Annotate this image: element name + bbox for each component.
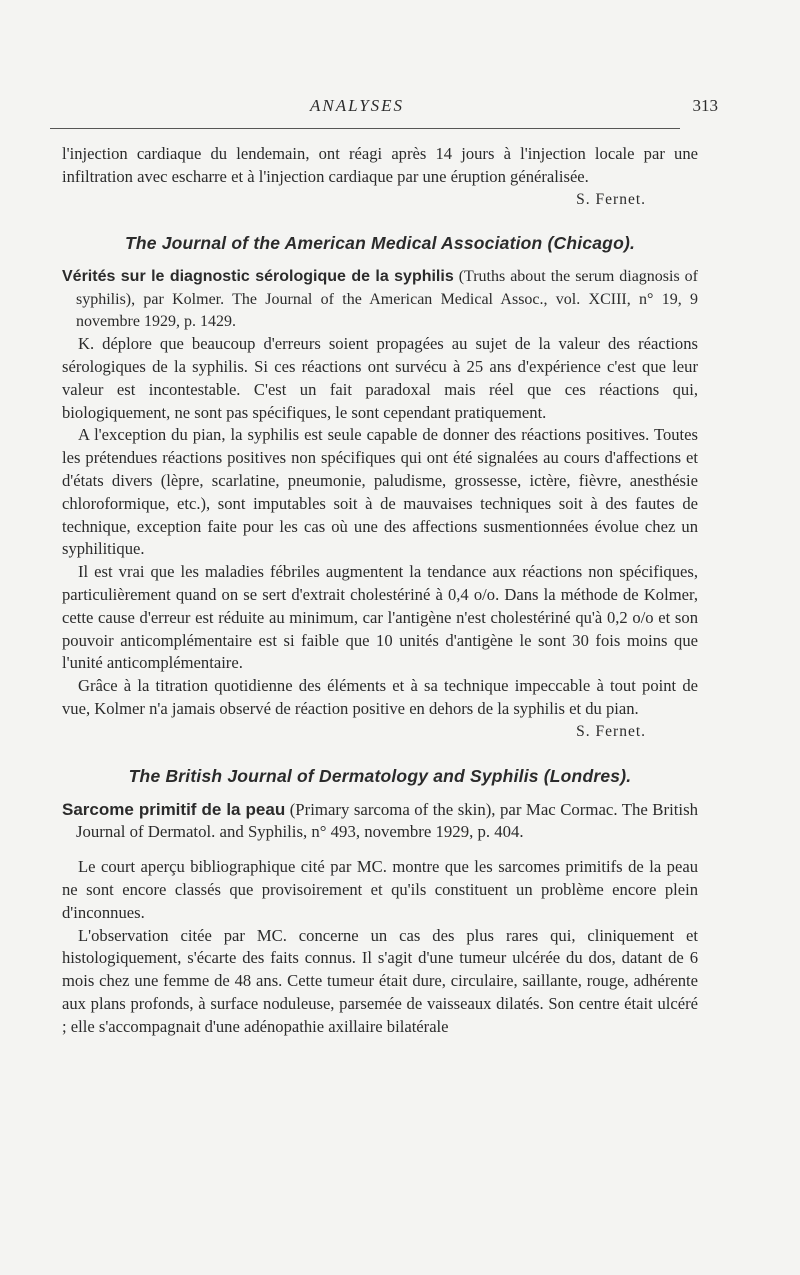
article-reference: (Primary sarcoma of the skin), par Mac Cormac. The British Journal of Dermatol. and Syphilis, n° 493, novembre 1929, p. 404.	[76, 799, 698, 842]
journal-heading: The Journal of the American Medical Association (Chicago).	[124, 233, 636, 254]
page-number: 313	[692, 96, 718, 115]
paragraph: Le court aperçu bibliographique cité par MC. montre que les sarcomes primitifs de la peau ne sont encore classés que provisoirement et qu'ils constituent un problème encore plein d'inconnues.	[62, 857, 698, 922]
paragraph: A l'exception du pian, la syphilis est seule capable de donner des réactions positives. Toutes les prétendues réactions positives non spécifiques qui ont été signalées au cours d'affections et d'états divers (lèpre, scarlatine, pneumonie, paludisme, grossesse, ictère, fièvre, anesthésie chloroformique, etc.), sont imputables soit à de mauvaises techniques soit à des fautes de technique, exception faite pour les cas où une des affections susmentionnées évolue chez un syphilitique.	[62, 425, 698, 559]
paragraph: L'observation citée par MC. concerne un cas des plus rares qui, cliniquement et histologiquement, s'écarte des faits connus. Il s'agit d'une tumeur ulcérée du dos, datant de 6 mois chez une femme de 48 ans. Cette tumeur était dure, circulaire, saillante, rouge, adhérente aux plans profonds, à surface noduleuse, parsemée de vaisseaux dilatés. Son centre était ulcéré ; elle s'accompagnait d'une adénopathie axillaire bilatérale	[62, 925, 698, 1036]
running-head	[40, 96, 760, 124]
spacer	[62, 844, 698, 856]
header-rule	[50, 128, 680, 129]
page-body	[62, 143, 698, 1039]
paragraph: l'injection cardiaque du lendemain, ont réagi après 14 jours à l'injection locale par une infiltration avec escharre et à l'injection cardiaque par une éruption généralisée.	[62, 144, 698, 186]
article-title: Vérités sur le diagnostic sérologique de la syphilis	[62, 268, 454, 286]
article-reference: (Truths about the serum diagnosis of syphilis), par Kolmer. The Journal of the American Medical Assoc., vol. XCIII, n° 19, 9 novembre 1929, p. 1429.	[76, 268, 698, 330]
signature: S. Fernet.	[576, 190, 646, 208]
paragraph: Grâce à la titration quotidienne des éléments et à sa technique impeccable à tout point de vue, Kolmer n'a jamais observé de réaction positive en dehors de la syphilis et du pian.	[62, 676, 698, 719]
article-heading	[62, 799, 698, 845]
journal-heading: The British Journal of Dermatology and Syphilis (Londres).	[128, 765, 632, 786]
paragraph: K. déplore que beaucoup d'erreurs soient propagées au sujet de la valeur des réactions sérologiques de la syphilis. Si ces réactions ont survécu à 25 ans d'expérience c'est que leur valeur est incontestable. C'est un fait paradoxal mais réel que ces réactions qui, biologiquement, ne sont pas spécifiques, le sont cependant pratiquement.	[62, 334, 698, 422]
running-title: ANALYSES	[310, 96, 405, 115]
signature: S. Fernet.	[576, 722, 646, 740]
article-title: Sarcome primitif de la peau	[62, 799, 286, 819]
paragraph: Il est vrai que les maladies fébriles augmentent la tendance aux réactions non spécifiques, particulièrement quand on se sert d'extrait cholestériné à 0,4 o/o. Dans la méthode de Kolmer, cette cause d'erreur est réduite au minimum, car l'antigène n'est cholestériné qu'à 0,2 o/o et son pouvoir anticomplémentaire est si faible que 10 unités d'antigène le sont 30 fois moins que l'unité anticomplémentaire.	[62, 562, 698, 673]
article-heading	[62, 266, 698, 333]
